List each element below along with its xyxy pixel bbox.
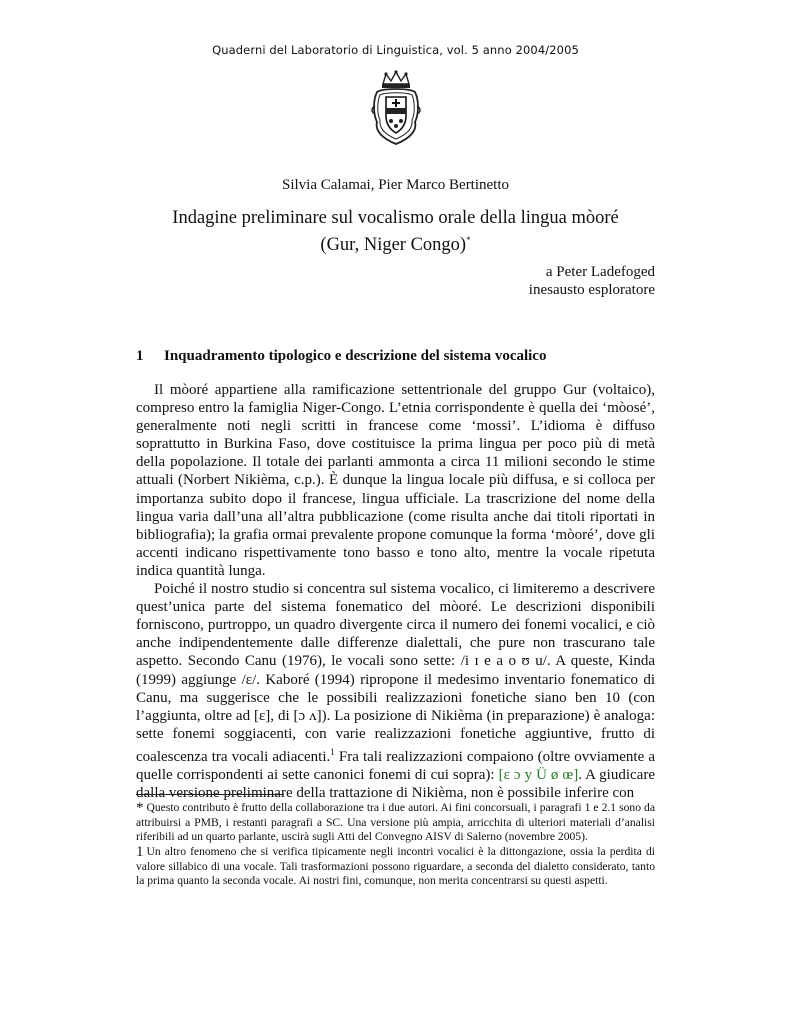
paper-title	[0, 207, 791, 256]
body-text	[136, 381, 655, 802]
ipa-vowel-list: [ɛ ɔ y Ü ø œ]	[498, 766, 579, 783]
section-title: Inquadramento tipologico e descrizione del sistema vocalico	[164, 348, 547, 364]
title-line-2-text: (Gur, Niger Congo)	[320, 235, 467, 256]
dedication-line-2: inesausto esploratore	[528, 282, 655, 298]
journal-header: Quaderni del Laboratorio di Linguistica, vol. 5 anno 2004/2005	[212, 43, 579, 57]
footnote-1-mark: 1	[136, 843, 144, 860]
section-number: 1	[136, 348, 144, 364]
paragraph-1: Il mòoré appartiene alla ramificazione settentrionale del gruppo Gur (voltaico), compreso entro la famiglia Niger-Congo. L’etnia corrispondente è quella dei ‘mòosé’, generalmente noti negli scritti in francese come ‘mossi’. L’idioma è diffuso soprattutto in Burkina Faso, dove costituisce la prima lingua per poco più di metà della popolazione. Il totale dei parlanti ammonta a circa 11 milioni secondo le stime attuali (Norbert Nikièma, c.p.). È dunque la lingua locale più diffusa, e si colloca per importanza subito dopo il francese, lingua ufficiale. La trascrizione del nome della lingua varia dall’una all’altra pubblicazione (come risulta anche dai titoli riportati in bibliografia); la grafia ormai prevalente propone comunque la forma ‘mòoré’, dove gli accenti indicano rispettivamente tono basso e tono alto, mentre la vocale ripetuta indica quantità lunga.	[136, 382, 655, 579]
title-footnote-mark: *	[466, 235, 471, 245]
footnote-star-text: Questo contributo è frutto della collaborazione tra i due autori. Ai fini concorsuali, i paragrafi 1 e 2.1 sono da attribuirsi a PMB, i restanti paragrafi a SC. Una versione più ampia, arricchita di ulteriori materiali d’analisi riferibili ad un quarto parlante, uscirà sugli Atti del Convegno AISV di Salerno (novembre 2005).	[136, 801, 655, 843]
dedication-line-1: a Peter Ladefoged	[545, 264, 655, 280]
footnotes	[136, 801, 655, 888]
title-line-2	[0, 229, 791, 256]
title-line-1: Indagine preliminare sul vocalismo orale della lingua mòoré	[172, 208, 619, 228]
dedication	[529, 263, 655, 299]
footnote-1	[136, 845, 655, 888]
author-line: Silvia Calamai, Pier Marco Bertinetto	[281, 177, 510, 193]
paragraph-2	[136, 580, 655, 802]
paragraph-2-end: . A giudicare dalla versione preliminare della trattazione di Nikièma, non è possibile inferire con	[136, 766, 655, 802]
footnote-ref-1[interactable]: 1	[330, 746, 335, 757]
university-crest-icon	[371, 70, 421, 146]
footnote-1-text: Un altro fenomeno che si verifica tipicamente negli incontri vocalici è la dittongazione, ossia la perdita di valore sillabico di una vocale. Tali trasformazioni possono riguardare, a seconda del dialetto considerato, tanto la prima quanto la seconda vocale. Ai nostri fini, comunque, non merita concentrarsi su questi aspetti.	[136, 844, 655, 887]
footnote-separator	[136, 794, 284, 795]
paragraph-2-main: Poiché il nostro studio si concentra sul sistema vocalico, ci limiteremo a descrivere quest’unica parte del sistema fonematico del mòoré. Le descrizioni disponibili forniscono, purtroppo, un quadro divergente circa il numero dei fonemi vocalici, e ciò anche indipendentemente dalle differenze dialettali, che pure non trascurano tale aspetto. Secondo Canu (1976), le vocali sono sette: /i ɪ e a o ʊ u/. A queste, Kinda (1999) aggiunge /ɛ/. Kaboré (1994) ripropone il medesimo inventario fonematico di Canu, ma suggerisce che le possibili realizzazioni fonetiche siano ben 10 (con l’aggiunta, oltre ad [ɛ], di [ɔ ʌ]). La posizione di Nikièma (in preparazione) è analoga: sette fonemi soggiacenti, con varie realizzazioni fonetiche aggiuntive, frutto di coalescenza tra vocali adiacenti.	[136, 581, 655, 765]
paragraph-2-mid: Fra tali realizzazioni compaiono (oltre ovviamente a quelle corrispondenti ai sette canonici fonemi di cui sopra):	[136, 748, 655, 783]
footnote-star	[136, 801, 655, 844]
footnote-star-mark: *	[136, 800, 144, 816]
section-heading	[136, 348, 546, 365]
